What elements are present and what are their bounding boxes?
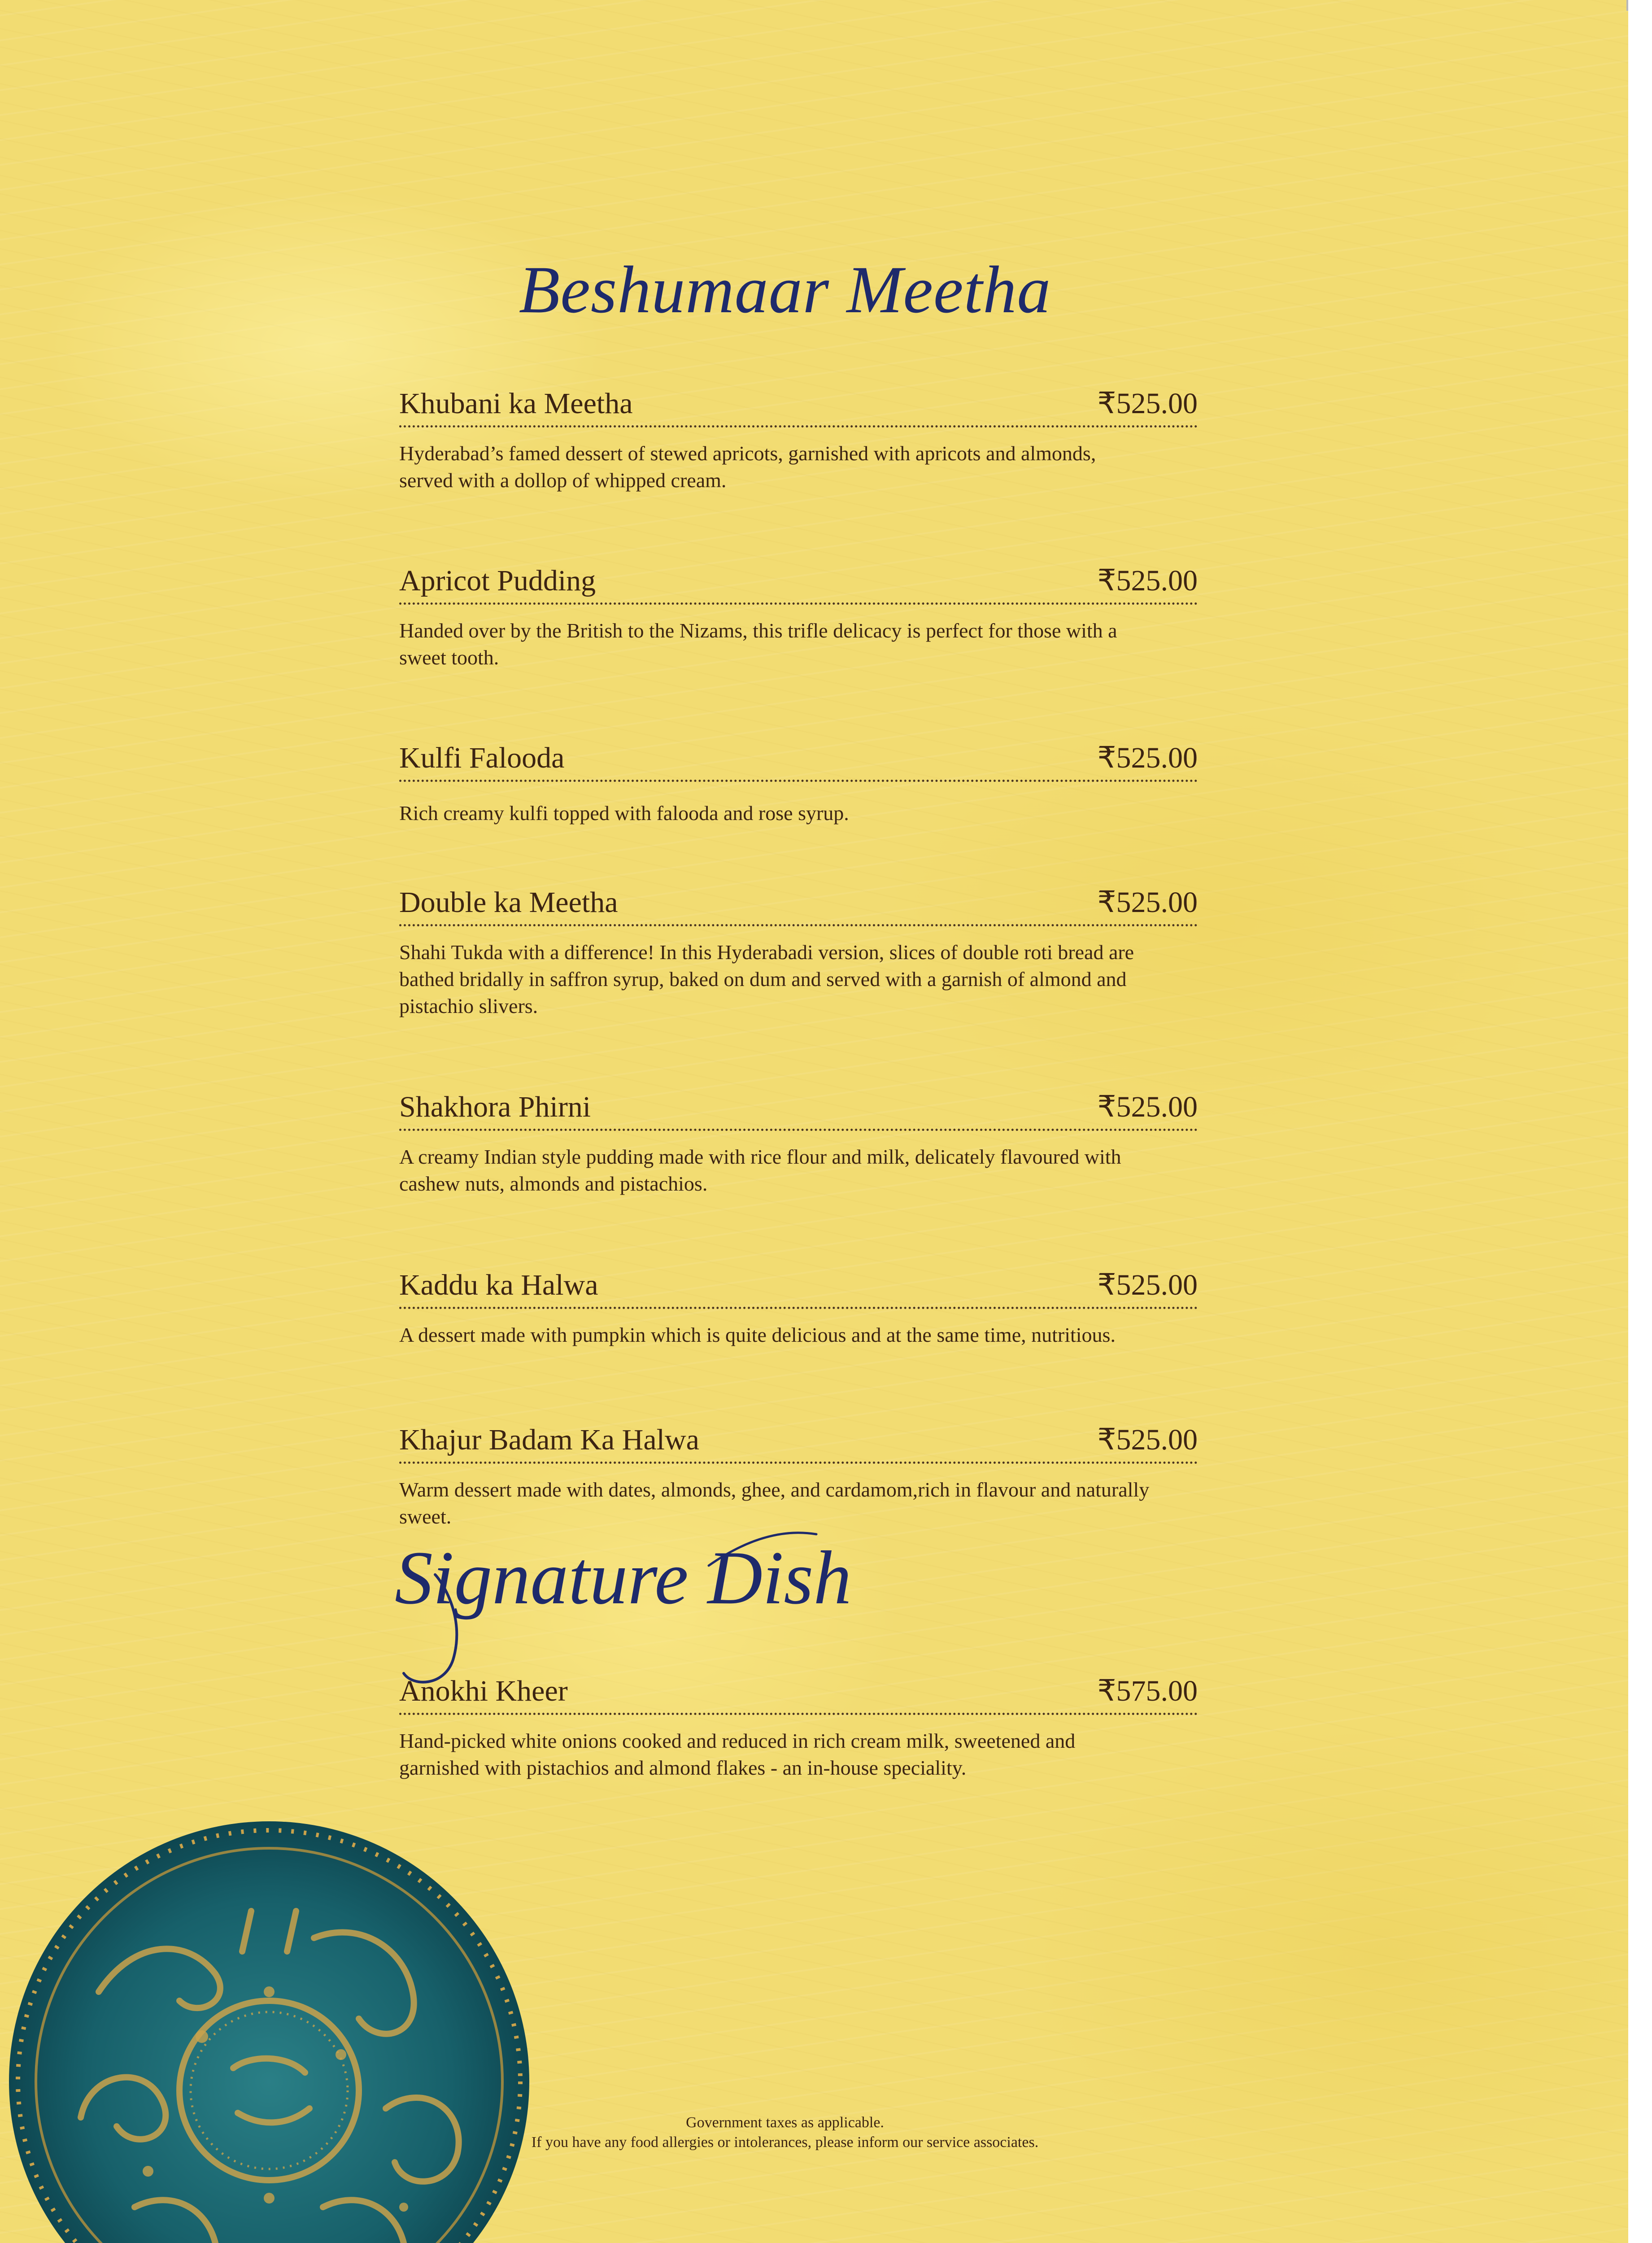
item-price: ₹525.00 xyxy=(1097,886,1198,919)
dotted-divider xyxy=(399,780,1198,782)
item-price: ₹525.00 xyxy=(1097,1423,1198,1456)
item-price: ₹525.00 xyxy=(1097,1269,1198,1301)
menu-item-khubani-ka-meetha xyxy=(399,386,1198,494)
dotted-divider xyxy=(399,425,1198,428)
tax-note: Government taxes as applicable. xyxy=(686,2114,884,2131)
dotted-divider xyxy=(399,1713,1198,1715)
item-description: Shahi Tukda with a difference! In this Hyderabadi version, slices of double roti bread are bathed bridally in saffron syrup, baked on dum and served with a garnish of almond and pistachio slivers. xyxy=(399,941,1134,1017)
dotted-divider xyxy=(399,1307,1198,1309)
item-description: Rich creamy kulfi topped with falooda and rose syrup. xyxy=(399,802,849,825)
menu-item-shakhora-phirni xyxy=(399,1089,1198,1197)
item-price: ₹575.00 xyxy=(1097,1675,1198,1707)
dotted-divider xyxy=(399,1129,1198,1131)
menu-item-kulfi-falooda xyxy=(399,740,1198,827)
item-name: Kaddu ka Halwa xyxy=(399,1269,598,1301)
menu-item-kaddu-ka-halwa xyxy=(399,1267,1198,1348)
item-description: Hyderabad’s famed dessert of stewed apricots, garnished with apricots and almonds, served with a dollop of whipped cream. xyxy=(399,442,1096,492)
crop-mark xyxy=(1626,0,1628,11)
item-name: Khubani ka Meetha xyxy=(399,387,633,420)
dotted-divider xyxy=(399,924,1198,926)
item-description: Warm dessert made with dates, almonds, ghee, and cardamom,rich in flavour and naturally sweet. xyxy=(399,1478,1150,1528)
coin-emblem-icon xyxy=(0,1803,538,2243)
item-price: ₹525.00 xyxy=(1097,387,1198,420)
item-description: A creamy Indian style pudding made with rice flour and milk, delicately flavoured with cashew nuts, almonds and pistachios. xyxy=(399,1145,1121,1195)
item-name: Kulfi Falooda xyxy=(399,742,565,774)
item-name: Shakhora Phirni xyxy=(399,1091,591,1123)
menu-item-double-ka-meetha xyxy=(399,885,1198,1020)
item-description: A dessert made with pumpkin which is quite delicious and at the same time, nutritious. xyxy=(399,1323,1116,1346)
allergy-note: If you have any food allergies or intolerances, please inform our service associates. xyxy=(531,2134,1039,2151)
item-name: Apricot Pudding xyxy=(399,564,596,597)
menu-title: Beshumaar Meetha xyxy=(519,253,1051,327)
item-price: ₹525.00 xyxy=(1097,564,1198,597)
item-description: Handed over by the British to the Nizams, this trifle delicacy is perfect for those with a sweet tooth. xyxy=(399,619,1117,669)
footer-notes xyxy=(0,2113,1570,2152)
menu-item-khajur-badam-ka-halwa xyxy=(399,1422,1198,1530)
signature-heading: Signature Dish xyxy=(395,1536,852,1620)
dotted-divider xyxy=(399,602,1198,605)
menu-item-apricot-pudding xyxy=(399,563,1198,671)
item-name: Double ka Meetha xyxy=(399,886,618,919)
item-name: Anokhi Kheer xyxy=(399,1675,568,1707)
item-name: Khajur Badam Ka Halwa xyxy=(399,1423,699,1456)
item-price: ₹525.00 xyxy=(1097,742,1198,774)
item-description: Hand-picked white onions cooked and reduced in rich cream milk, sweetened and garnished with pistachios and almond flakes - an in-house speciality. xyxy=(399,1729,1076,1779)
dotted-divider xyxy=(399,1462,1198,1464)
item-price: ₹525.00 xyxy=(1097,1091,1198,1123)
